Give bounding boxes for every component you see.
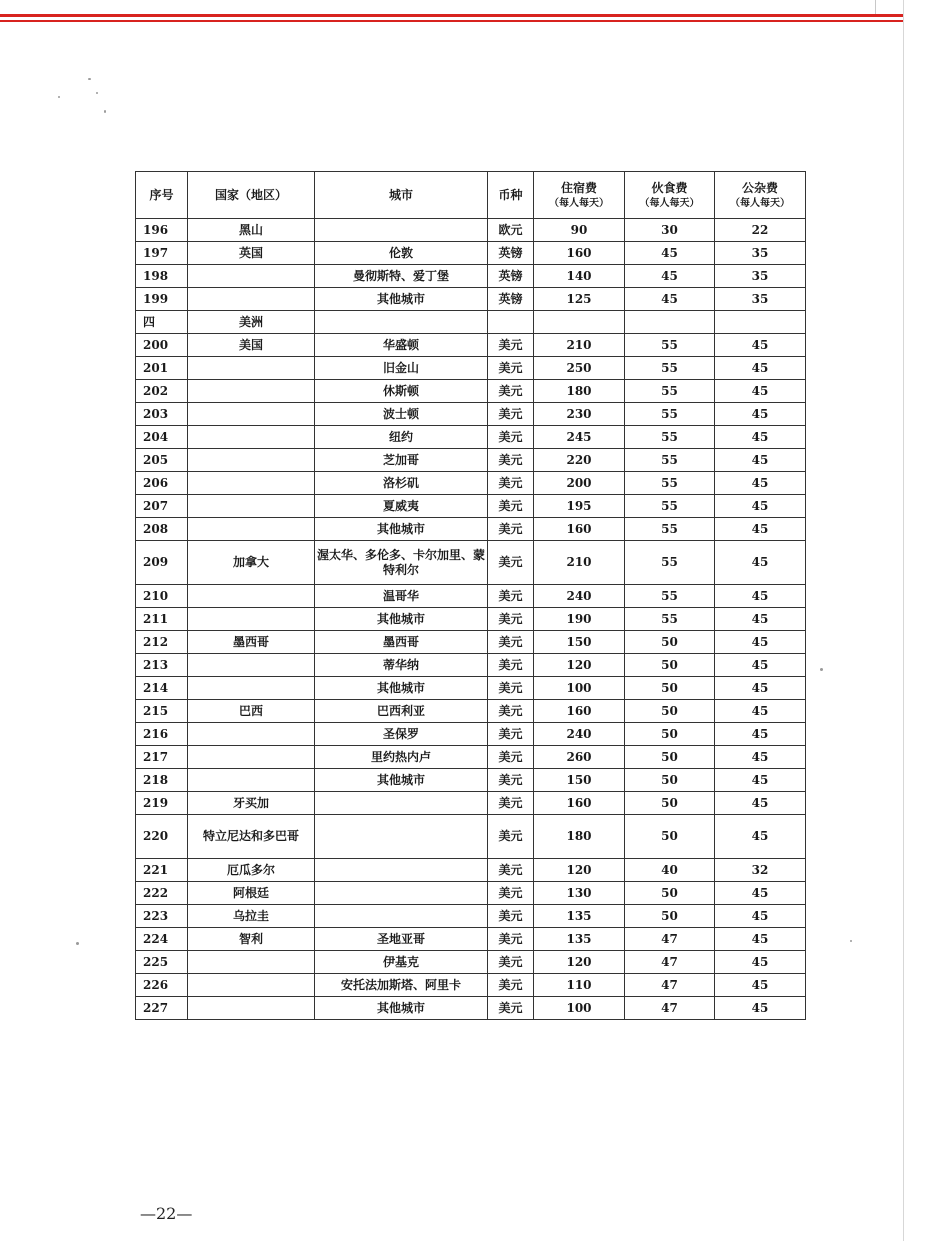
cell-country <box>188 518 315 541</box>
cell-currency <box>488 311 534 334</box>
cell-currency: 美元 <box>488 723 534 746</box>
cell-country <box>188 654 315 677</box>
cell-lodging: 125 <box>534 288 625 311</box>
cell-city: 里约热内卢 <box>315 746 488 769</box>
cell-seq: 225 <box>136 951 188 974</box>
cell-misc: 45 <box>715 905 806 928</box>
cell-city: 伊基克 <box>315 951 488 974</box>
scan-speck <box>104 110 106 113</box>
cell-lodging: 230 <box>534 403 625 426</box>
cell-lodging: 190 <box>534 608 625 631</box>
cell-meals: 50 <box>625 769 715 792</box>
cell-city: 芝加哥 <box>315 449 488 472</box>
cell-misc: 45 <box>715 746 806 769</box>
header-lodging-label: 住宿费 <box>560 181 597 195</box>
cell-lodging: 100 <box>534 997 625 1020</box>
table-row <box>136 242 806 265</box>
cell-lodging: 240 <box>534 585 625 608</box>
header-meals-label: 伙食费 <box>651 181 688 195</box>
table-row <box>136 334 806 357</box>
header-country: 国家（地区） <box>188 172 315 219</box>
cell-misc: 45 <box>715 585 806 608</box>
cell-misc: 35 <box>715 265 806 288</box>
cell-currency: 美元 <box>488 951 534 974</box>
cell-country: 厄瓜多尔 <box>188 859 315 882</box>
cell-lodging: 260 <box>534 746 625 769</box>
cell-meals: 47 <box>625 951 715 974</box>
cell-meals: 50 <box>625 631 715 654</box>
cell-country: 美洲 <box>188 311 315 334</box>
cell-currency: 欧元 <box>488 219 534 242</box>
cell-city <box>315 311 488 334</box>
cell-seq: 215 <box>136 700 188 723</box>
cell-city: 其他城市 <box>315 288 488 311</box>
cell-country <box>188 608 315 631</box>
cell-lodging: 250 <box>534 357 625 380</box>
cell-city: 安托法加斯塔、阿里卡 <box>315 974 488 997</box>
cell-lodging: 160 <box>534 700 625 723</box>
cell-country: 加拿大 <box>188 541 315 585</box>
cell-seq: 201 <box>136 357 188 380</box>
cell-seq: 207 <box>136 495 188 518</box>
cell-lodging: 110 <box>534 974 625 997</box>
cell-lodging: 120 <box>534 654 625 677</box>
cell-country <box>188 769 315 792</box>
scan-speck <box>850 940 852 942</box>
cell-city: 圣保罗 <box>315 723 488 746</box>
cell-currency: 美元 <box>488 334 534 357</box>
table-row <box>136 905 806 928</box>
cell-country <box>188 357 315 380</box>
cell-misc: 32 <box>715 859 806 882</box>
cell-currency: 美元 <box>488 426 534 449</box>
cell-misc: 45 <box>715 769 806 792</box>
cell-currency: 美元 <box>488 815 534 859</box>
cell-country <box>188 746 315 769</box>
cell-currency: 美元 <box>488 608 534 631</box>
cell-city: 休斯顿 <box>315 380 488 403</box>
cell-city: 旧金山 <box>315 357 488 380</box>
cell-meals: 50 <box>625 723 715 746</box>
cell-misc: 45 <box>715 518 806 541</box>
cell-misc: 45 <box>715 403 806 426</box>
cell-currency: 美元 <box>488 859 534 882</box>
cell-misc: 45 <box>715 677 806 700</box>
table-row <box>136 265 806 288</box>
cell-country <box>188 585 315 608</box>
table-row <box>136 974 806 997</box>
cell-currency: 美元 <box>488 882 534 905</box>
cell-city: 渥太华、多伦多、卡尔加里、蒙特利尔 <box>315 541 488 585</box>
cell-city: 伦敦 <box>315 242 488 265</box>
table-row <box>136 288 806 311</box>
cell-meals: 55 <box>625 472 715 495</box>
table-row <box>136 426 806 449</box>
cell-currency: 英镑 <box>488 288 534 311</box>
cell-city: 其他城市 <box>315 769 488 792</box>
header-lodging-unit: （每人每天） <box>549 198 609 209</box>
cell-misc: 45 <box>715 541 806 585</box>
cell-seq: 202 <box>136 380 188 403</box>
header-meals-unit: （每人每天） <box>639 198 700 209</box>
cell-country <box>188 265 315 288</box>
header-meals <box>625 172 715 219</box>
cell-country <box>188 472 315 495</box>
cell-meals: 45 <box>625 288 715 311</box>
cell-seq: 203 <box>136 403 188 426</box>
table-row <box>136 518 806 541</box>
cell-lodging: 120 <box>534 951 625 974</box>
table-row <box>136 219 806 242</box>
cell-misc: 45 <box>715 449 806 472</box>
cell-misc: 45 <box>715 815 806 859</box>
cell-meals: 55 <box>625 518 715 541</box>
corner-divider <box>875 0 876 14</box>
table-row <box>136 449 806 472</box>
cell-city: 温哥华 <box>315 585 488 608</box>
table-row <box>136 746 806 769</box>
cell-meals: 55 <box>625 426 715 449</box>
header-red-rule-top <box>0 14 903 17</box>
cell-country <box>188 677 315 700</box>
cell-meals <box>625 311 715 334</box>
cell-misc: 45 <box>715 723 806 746</box>
cell-lodging: 245 <box>534 426 625 449</box>
scan-speck <box>76 942 79 945</box>
cell-country <box>188 997 315 1020</box>
cell-lodging: 180 <box>534 815 625 859</box>
cell-currency: 美元 <box>488 746 534 769</box>
table-row <box>136 380 806 403</box>
cell-meals: 50 <box>625 746 715 769</box>
cell-misc: 45 <box>715 380 806 403</box>
cell-lodging: 210 <box>534 334 625 357</box>
cell-meals: 47 <box>625 997 715 1020</box>
cell-meals: 47 <box>625 928 715 951</box>
cell-misc: 45 <box>715 792 806 815</box>
cell-meals: 55 <box>625 449 715 472</box>
header-city: 城市 <box>315 172 488 219</box>
cell-meals: 50 <box>625 700 715 723</box>
cell-misc: 45 <box>715 334 806 357</box>
cell-seq: 198 <box>136 265 188 288</box>
cell-currency: 美元 <box>488 905 534 928</box>
cell-city: 波士顿 <box>315 403 488 426</box>
table-row <box>136 700 806 723</box>
cell-misc: 45 <box>715 426 806 449</box>
cell-currency: 英镑 <box>488 265 534 288</box>
table-row <box>136 723 806 746</box>
cell-seq: 196 <box>136 219 188 242</box>
cell-country <box>188 380 315 403</box>
cell-meals: 55 <box>625 541 715 585</box>
table-row <box>136 311 806 334</box>
cell-city <box>315 859 488 882</box>
cell-country <box>188 951 315 974</box>
cell-lodging: 135 <box>534 928 625 951</box>
cell-city: 圣地亚哥 <box>315 928 488 951</box>
cell-misc: 45 <box>715 472 806 495</box>
cell-currency: 美元 <box>488 792 534 815</box>
cell-meals: 55 <box>625 334 715 357</box>
table-row <box>136 792 806 815</box>
cell-lodging: 210 <box>534 541 625 585</box>
scan-speck <box>58 96 60 98</box>
cell-misc: 45 <box>715 357 806 380</box>
cell-lodging: 120 <box>534 859 625 882</box>
table-row <box>136 928 806 951</box>
cell-currency: 美元 <box>488 585 534 608</box>
cell-city <box>315 219 488 242</box>
table-row <box>136 608 806 631</box>
cell-lodging: 200 <box>534 472 625 495</box>
cell-meals: 50 <box>625 815 715 859</box>
cell-currency: 英镑 <box>488 242 534 265</box>
page-number: —22— <box>140 1204 193 1223</box>
cell-meals: 55 <box>625 608 715 631</box>
header-misc-unit: （每人每天） <box>730 198 790 209</box>
cell-country: 英国 <box>188 242 315 265</box>
cell-country: 黑山 <box>188 219 315 242</box>
cell-lodging: 220 <box>534 449 625 472</box>
cell-lodging: 180 <box>534 380 625 403</box>
cell-seq: 226 <box>136 974 188 997</box>
cell-city: 其他城市 <box>315 608 488 631</box>
cell-misc <box>715 311 806 334</box>
cell-misc: 45 <box>715 997 806 1020</box>
cell-meals: 30 <box>625 219 715 242</box>
cell-seq: 212 <box>136 631 188 654</box>
cell-misc: 45 <box>715 882 806 905</box>
cell-country: 智利 <box>188 928 315 951</box>
cell-seq: 209 <box>136 541 188 585</box>
header-misc <box>715 172 806 219</box>
cell-currency: 美元 <box>488 700 534 723</box>
cell-lodging: 195 <box>534 495 625 518</box>
cell-seq: 210 <box>136 585 188 608</box>
cell-country: 特立尼达和多巴哥 <box>188 815 315 859</box>
table-body <box>136 219 806 1020</box>
cell-misc: 45 <box>715 631 806 654</box>
cell-lodging: 150 <box>534 631 625 654</box>
cell-meals: 55 <box>625 357 715 380</box>
table-row <box>136 997 806 1020</box>
cell-country: 乌拉圭 <box>188 905 315 928</box>
cell-misc: 45 <box>715 928 806 951</box>
header-seq: 序号 <box>136 172 188 219</box>
table-row <box>136 541 806 585</box>
scan-speck <box>96 92 98 94</box>
table-row <box>136 769 806 792</box>
cell-seq: 208 <box>136 518 188 541</box>
cell-seq: 206 <box>136 472 188 495</box>
cell-seq: 224 <box>136 928 188 951</box>
table-row <box>136 357 806 380</box>
cell-misc: 45 <box>715 495 806 518</box>
cell-currency: 美元 <box>488 357 534 380</box>
cell-meals: 50 <box>625 654 715 677</box>
cell-currency: 美元 <box>488 631 534 654</box>
cell-meals: 55 <box>625 403 715 426</box>
cell-lodging: 100 <box>534 677 625 700</box>
cell-seq: 199 <box>136 288 188 311</box>
cell-country <box>188 426 315 449</box>
travel-expense-table <box>135 171 806 1020</box>
cell-city: 洛杉矶 <box>315 472 488 495</box>
cell-lodging: 135 <box>534 905 625 928</box>
cell-city: 纽约 <box>315 426 488 449</box>
table-row <box>136 677 806 700</box>
cell-country <box>188 495 315 518</box>
cell-meals: 47 <box>625 974 715 997</box>
cell-currency: 美元 <box>488 495 534 518</box>
cell-country: 巴西 <box>188 700 315 723</box>
cell-seq: 219 <box>136 792 188 815</box>
table-row <box>136 654 806 677</box>
cell-city <box>315 905 488 928</box>
cell-country <box>188 723 315 746</box>
cell-misc: 35 <box>715 242 806 265</box>
cell-seq: 222 <box>136 882 188 905</box>
cell-misc: 35 <box>715 288 806 311</box>
cell-misc: 45 <box>715 654 806 677</box>
cell-misc: 45 <box>715 974 806 997</box>
header-lodging <box>534 172 625 219</box>
table-row <box>136 585 806 608</box>
cell-currency: 美元 <box>488 541 534 585</box>
cell-country <box>188 449 315 472</box>
header-misc-label: 公杂费 <box>741 181 778 195</box>
cell-lodging: 240 <box>534 723 625 746</box>
table-header-row <box>136 172 806 219</box>
table-row <box>136 951 806 974</box>
cell-country: 美国 <box>188 334 315 357</box>
table-row <box>136 631 806 654</box>
scan-speck <box>820 668 823 671</box>
cell-currency: 美元 <box>488 403 534 426</box>
cell-lodging: 160 <box>534 792 625 815</box>
cell-misc: 45 <box>715 608 806 631</box>
cell-meals: 40 <box>625 859 715 882</box>
cell-city: 其他城市 <box>315 518 488 541</box>
cell-seq: 197 <box>136 242 188 265</box>
header-red-rule-bottom <box>0 20 903 22</box>
cell-seq: 217 <box>136 746 188 769</box>
cell-country: 阿根廷 <box>188 882 315 905</box>
cell-lodging: 140 <box>534 265 625 288</box>
table-row <box>136 815 806 859</box>
cell-meals: 55 <box>625 380 715 403</box>
cell-currency: 美元 <box>488 449 534 472</box>
cell-country <box>188 288 315 311</box>
cell-currency: 美元 <box>488 769 534 792</box>
cell-meals: 45 <box>625 242 715 265</box>
cell-meals: 55 <box>625 495 715 518</box>
cell-city: 其他城市 <box>315 997 488 1020</box>
cell-currency: 美元 <box>488 974 534 997</box>
cell-seq: 213 <box>136 654 188 677</box>
cell-meals: 50 <box>625 905 715 928</box>
table-row <box>136 472 806 495</box>
cell-currency: 美元 <box>488 928 534 951</box>
cell-seq: 200 <box>136 334 188 357</box>
cell-meals: 50 <box>625 677 715 700</box>
scan-speck <box>88 78 91 80</box>
cell-currency: 美元 <box>488 654 534 677</box>
cell-lodging: 130 <box>534 882 625 905</box>
cell-lodging: 90 <box>534 219 625 242</box>
cell-seq: 205 <box>136 449 188 472</box>
cell-misc: 22 <box>715 219 806 242</box>
cell-seq: 227 <box>136 997 188 1020</box>
table-row <box>136 495 806 518</box>
cell-city <box>315 815 488 859</box>
cell-city: 蒂华纳 <box>315 654 488 677</box>
cell-seq: 220 <box>136 815 188 859</box>
cell-seq: 211 <box>136 608 188 631</box>
cell-city <box>315 882 488 905</box>
cell-city: 夏威夷 <box>315 495 488 518</box>
cell-currency: 美元 <box>488 677 534 700</box>
table-row <box>136 859 806 882</box>
cell-lodging: 160 <box>534 518 625 541</box>
cell-city: 曼彻斯特、爱丁堡 <box>315 265 488 288</box>
cell-currency: 美元 <box>488 380 534 403</box>
cell-city: 巴西利亚 <box>315 700 488 723</box>
cell-meals: 45 <box>625 265 715 288</box>
table-row <box>136 403 806 426</box>
cell-city: 墨西哥 <box>315 631 488 654</box>
cell-seq: 223 <box>136 905 188 928</box>
cell-meals: 55 <box>625 585 715 608</box>
cell-city: 其他城市 <box>315 677 488 700</box>
cell-misc: 45 <box>715 951 806 974</box>
cell-country: 墨西哥 <box>188 631 315 654</box>
cell-currency: 美元 <box>488 997 534 1020</box>
cell-seq: 216 <box>136 723 188 746</box>
cell-currency: 美元 <box>488 518 534 541</box>
cell-seq: 四 <box>136 311 188 334</box>
cell-seq: 218 <box>136 769 188 792</box>
cell-meals: 50 <box>625 792 715 815</box>
cell-meals: 50 <box>625 882 715 905</box>
cell-country: 牙买加 <box>188 792 315 815</box>
right-page-edge <box>903 0 904 1241</box>
cell-city: 华盛顿 <box>315 334 488 357</box>
cell-seq: 221 <box>136 859 188 882</box>
cell-lodging: 160 <box>534 242 625 265</box>
table-row <box>136 882 806 905</box>
cell-seq: 204 <box>136 426 188 449</box>
header-currency: 币种 <box>488 172 534 219</box>
cell-city <box>315 792 488 815</box>
cell-country <box>188 974 315 997</box>
cell-currency: 美元 <box>488 472 534 495</box>
cell-seq: 214 <box>136 677 188 700</box>
cell-misc: 45 <box>715 700 806 723</box>
cell-lodging: 150 <box>534 769 625 792</box>
cell-lodging <box>534 311 625 334</box>
cell-country <box>188 403 315 426</box>
